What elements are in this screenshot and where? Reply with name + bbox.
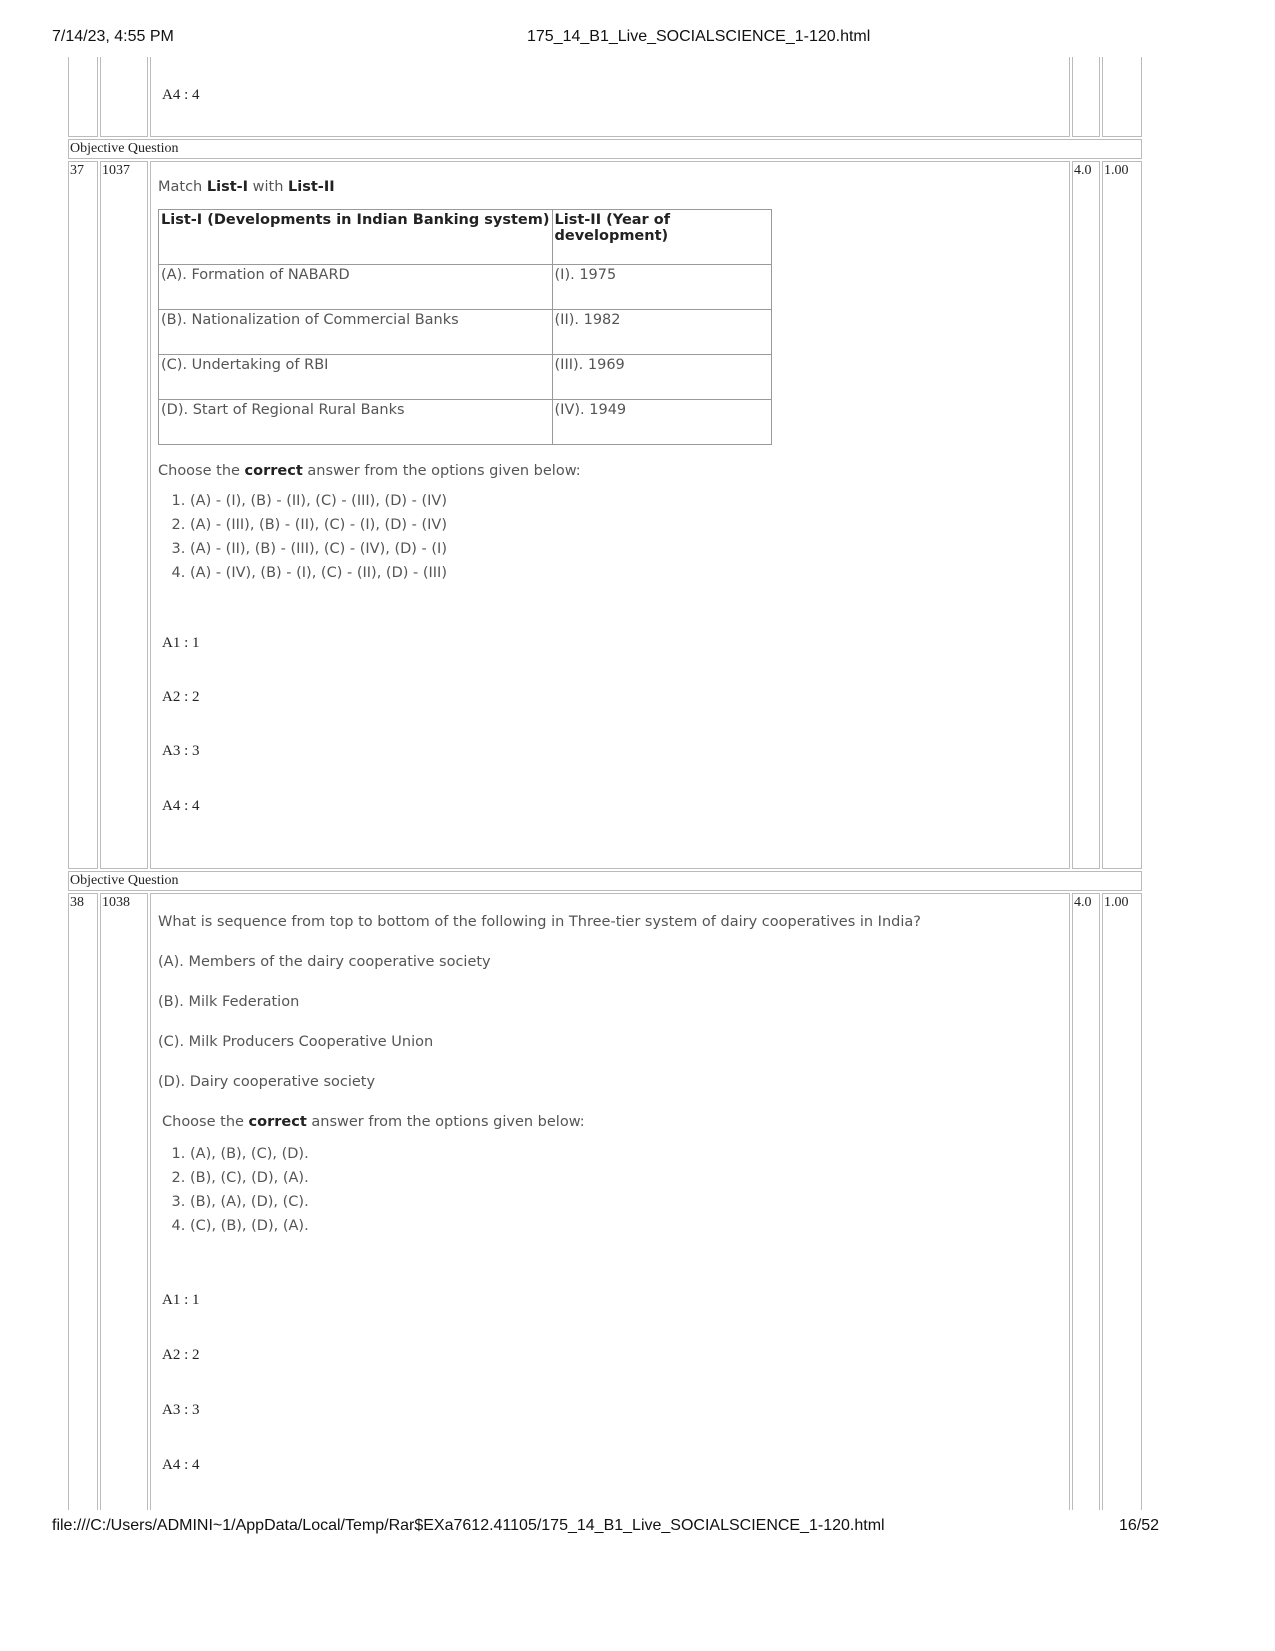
section-label: Objective Question [68, 139, 1142, 159]
match-cell: (D). Start of Regional Rural Banks [159, 400, 553, 445]
options-list [158, 489, 1062, 585]
option-item: 1. (A), (B), (C), (D). [190, 1142, 1062, 1166]
question-table-viewport [66, 57, 1144, 1510]
answer-option: A1 : 1 [162, 635, 200, 651]
option-item: 2. (A) - (III), (B) - (II), (C) - (I), (D) - (IV) [190, 513, 1062, 537]
instruction-bold: correct [248, 1114, 307, 1130]
section-label: Objective Question [68, 871, 1142, 891]
answer-option: A3 : 3 [162, 1402, 200, 1418]
intro-text: with [248, 179, 289, 195]
answer-option: A4 : 4 [162, 1457, 200, 1473]
item-text: (D). Dairy cooperative society [158, 1074, 376, 1090]
match-header: List-II (Year of development) [552, 210, 771, 265]
match-cell: (I). 1975 [552, 265, 771, 310]
match-cell: (III). 1969 [552, 355, 771, 400]
match-cell: (B). Nationalization of Commercial Banks [159, 310, 553, 355]
instruction-text: answer from the options given below: [306, 1114, 585, 1130]
option-item: 2. (B), (C), (D), (A). [190, 1166, 1062, 1190]
question-id: 1037 [100, 161, 148, 869]
intro-bold: List-I [206, 179, 249, 195]
print-datetime: 7/14/23, 4:55 PM [52, 28, 174, 45]
answer-option: A2 : 2 [162, 689, 200, 705]
option-item: 3. (A) - (II), (B) - (III), (C) - (IV), (D) - (I) [190, 537, 1062, 561]
marks: 4.0 [1072, 161, 1100, 869]
option-item: 3. (B), (A), (D), (C). [190, 1190, 1062, 1214]
print-title: 175_14_B1_Live_SOCIALSCIENCE_1-120.html [527, 28, 871, 45]
match-table [158, 209, 772, 445]
intro-text: Match [158, 179, 207, 195]
answer-option: A1 : 1 [162, 1292, 200, 1308]
negative-marks: 1.00 [1102, 893, 1142, 1510]
answer-option: A4 : 4 [162, 87, 200, 103]
instruction-text: answer from the options given below: [302, 463, 581, 479]
instruction-text: Choose the [158, 463, 245, 479]
print-file-path: file:///C:/Users/ADMINI~1/AppData/Local/Temp/Rar$EXa7612.41105/175_14_B1_Live_SOCIALSCIENCE_1-120.html [52, 1517, 885, 1534]
negative-marks: 1.00 [1102, 161, 1142, 869]
page-number: 16/52 [1119, 1517, 1160, 1534]
option-item: 4. (A) - (IV), (B) - (I), (C) - (II), (D) - (III) [190, 561, 1062, 585]
question-text: What is sequence from top to bottom of the following in Three-tier system of dairy cooperatives in India? [158, 914, 921, 930]
match-header: List-I (Developments in Indian Banking system) [159, 210, 553, 265]
question-row [68, 161, 1142, 869]
item-text: (B). Milk Federation [158, 994, 300, 1010]
item-text: (C). Milk Producers Cooperative Union [158, 1034, 434, 1050]
match-cell: (II). 1982 [552, 310, 771, 355]
option-item: 1. (A) - (I), (B) - (II), (C) - (III), (D) - (IV) [190, 489, 1062, 513]
item-text: (A). Members of the dairy cooperative society [158, 954, 491, 970]
question-number: 38 [68, 893, 98, 1510]
options-list [158, 1142, 1062, 1238]
instruction-text: Choose the [162, 1114, 249, 1130]
answer-option: A4 : 4 [162, 798, 200, 814]
marks: 4.0 [1072, 893, 1100, 1510]
option-item: 4. (C), (B), (D), (A). [190, 1214, 1062, 1238]
instruction-bold: correct [244, 463, 303, 479]
match-cell: (IV). 1949 [552, 400, 771, 445]
question-id: 1038 [100, 893, 148, 1510]
question-table [66, 57, 1144, 1510]
answer-option: A2 : 2 [162, 1347, 200, 1363]
question-number: 37 [68, 161, 98, 869]
match-cell: (A). Formation of NABARD [159, 265, 553, 310]
question-row [68, 893, 1142, 1510]
intro-bold: List-II [288, 179, 335, 195]
answer-option: A3 : 3 [162, 743, 200, 759]
match-cell: (C). Undertaking of RBI [159, 355, 553, 400]
prev-question-row [68, 57, 1142, 137]
